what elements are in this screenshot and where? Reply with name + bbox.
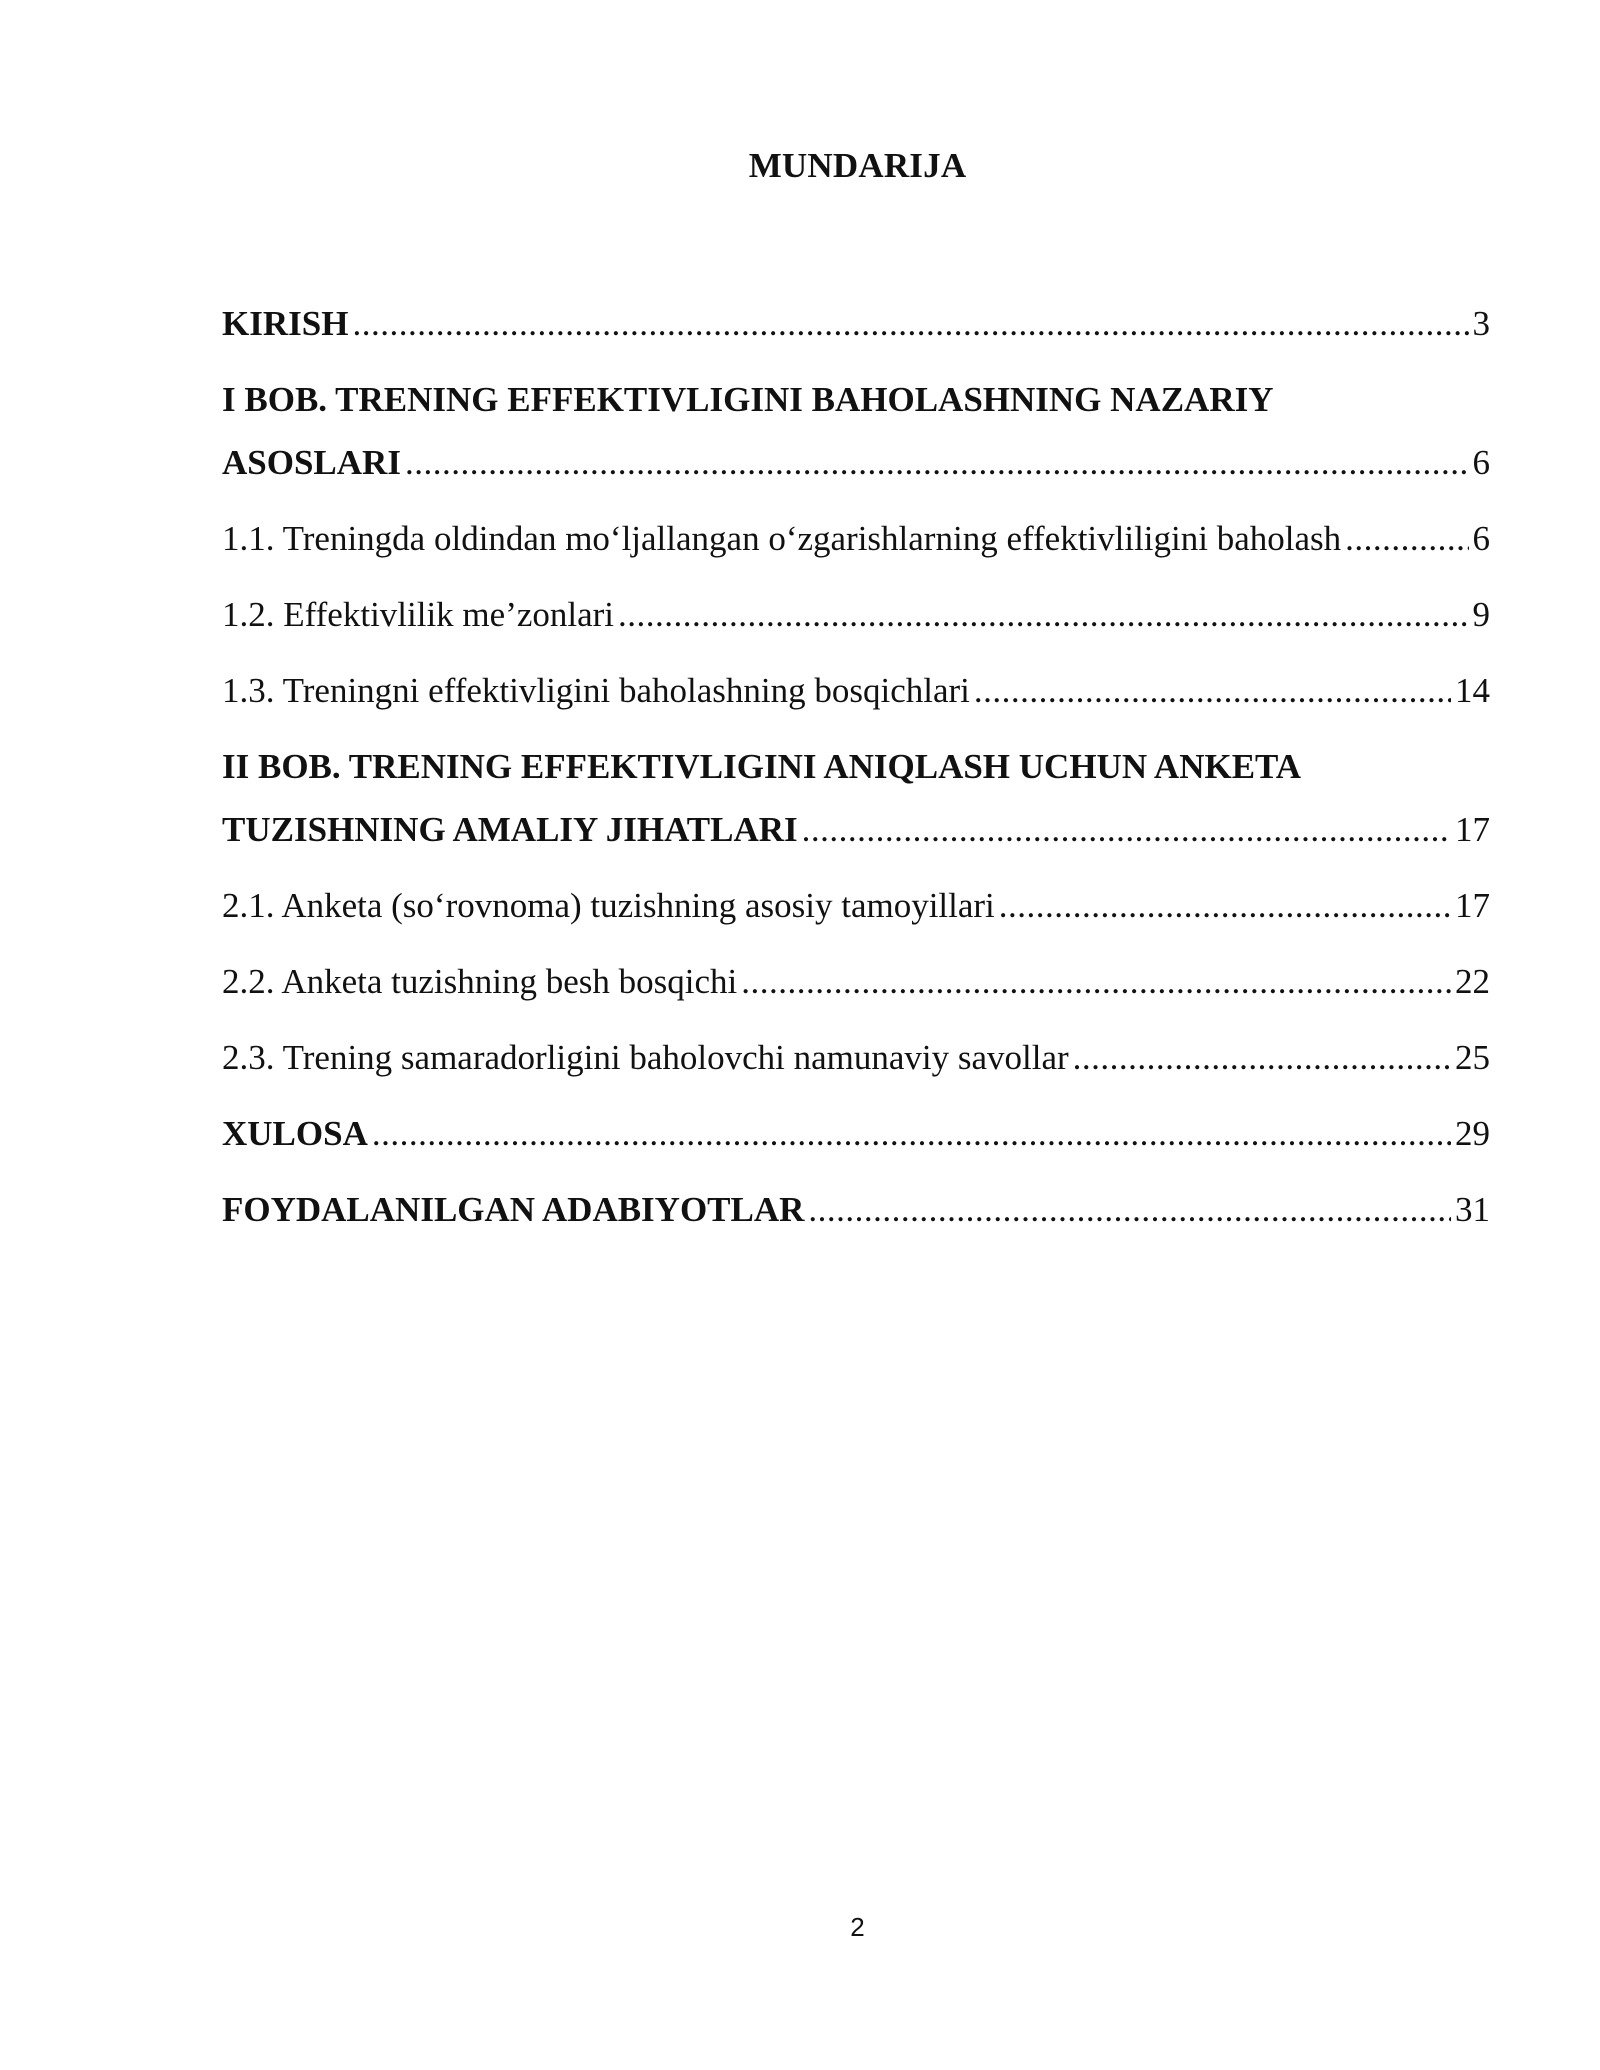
toc-page-number: 17 [1455,810,1490,849]
toc-entry-title: 1.2. Effektivlilik me’zonlari [222,595,615,634]
toc-line [222,507,1490,570]
toc-entry-chapter-2[interactable] [222,735,1490,861]
toc-entry-section-2-3[interactable] [222,1026,1490,1089]
dot-leader [372,1102,1451,1165]
toc-entry-title: 1.3. Treningni effektivligini baholashning bosqichlari [222,671,970,710]
toc-entry-kirish[interactable] [222,292,1490,355]
toc-line [222,798,1490,861]
dot-leader [802,798,1451,861]
toc-entry-title: FOYDALANILGAN ADABIYOTLAR [222,1190,805,1229]
toc-line [222,1026,1490,1089]
toc-entry-section-1-3[interactable] [222,659,1490,722]
toc-entry-title: TUZISHNING AMALIY JIHATLARI [222,810,798,849]
dot-leader [999,874,1451,937]
toc-line [222,659,1490,722]
toc-page-number: 6 [1472,443,1490,482]
page-title: MUNDARIJA [748,146,967,185]
toc-entry-title: KIRISH [222,304,349,343]
toc-page-number: 6 [1472,519,1490,558]
toc-entry-title-line-1: I BOB. TRENING EFFEKTIVLIGINI BAHOLASHNING NAZARIY [222,380,1274,419]
dot-leader [741,950,1451,1013]
toc-entry-title: 2.3. Trening samaradorligini baholovchi namunaviy savollar [222,1038,1069,1077]
toc-entry-section-1-1[interactable] [222,507,1490,570]
toc-page-number: 31 [1455,1190,1490,1229]
dot-leader [808,1178,1451,1241]
dot-leader [1345,507,1468,570]
dot-leader [974,659,1451,722]
toc-page-number: 29 [1455,1114,1490,1153]
toc-page-number: 22 [1455,962,1490,1001]
toc-entry-section-2-1[interactable] [222,874,1490,937]
dot-leader [1073,1026,1451,1089]
toc-page-number: 25 [1455,1038,1490,1077]
toc-entry-references[interactable] [222,1178,1490,1241]
toc-line [222,950,1490,1013]
toc-entry-section-1-2[interactable] [222,583,1490,646]
toc-entry-title-line-1: II BOB. TRENING EFFEKTIVLIGINI ANIQLASH UCHUN ANKETA [222,747,1302,786]
page-number: 2 [850,1912,865,1942]
toc-entry-title: 2.2. Anketa tuzishning besh bosqichi [222,962,738,1001]
table-of-contents [222,292,1490,1254]
dot-leader [405,431,1469,494]
toc-entry-title: ASOSLARI [222,443,401,482]
toc-page-number: 3 [1472,304,1490,343]
toc-line [222,1102,1490,1165]
toc-entry-title: 1.1. Treningda oldindan mo‘ljallangan o‘zgarishlarning effektivliligini baholash [222,519,1342,558]
toc-entry-chapter-1[interactable] [222,368,1490,494]
dot-leader [618,583,1468,646]
toc-entry-title: XULOSA [222,1114,368,1153]
toc-entry-xulosa[interactable] [222,1102,1490,1165]
toc-page-number: 9 [1472,595,1490,634]
toc-entry-title: 2.1. Anketa (so‘rovnoma) tuzishning asosiy tamoyillari [222,886,995,925]
toc-line [222,1178,1490,1241]
toc-line [222,431,1490,494]
toc-line [222,583,1490,646]
toc-page-number: 14 [1455,671,1490,710]
toc-page-number: 17 [1455,886,1490,925]
toc-line [222,874,1490,937]
toc-entry-section-2-2[interactable] [222,950,1490,1013]
dot-leader [352,292,1468,355]
toc-line [222,292,1490,355]
